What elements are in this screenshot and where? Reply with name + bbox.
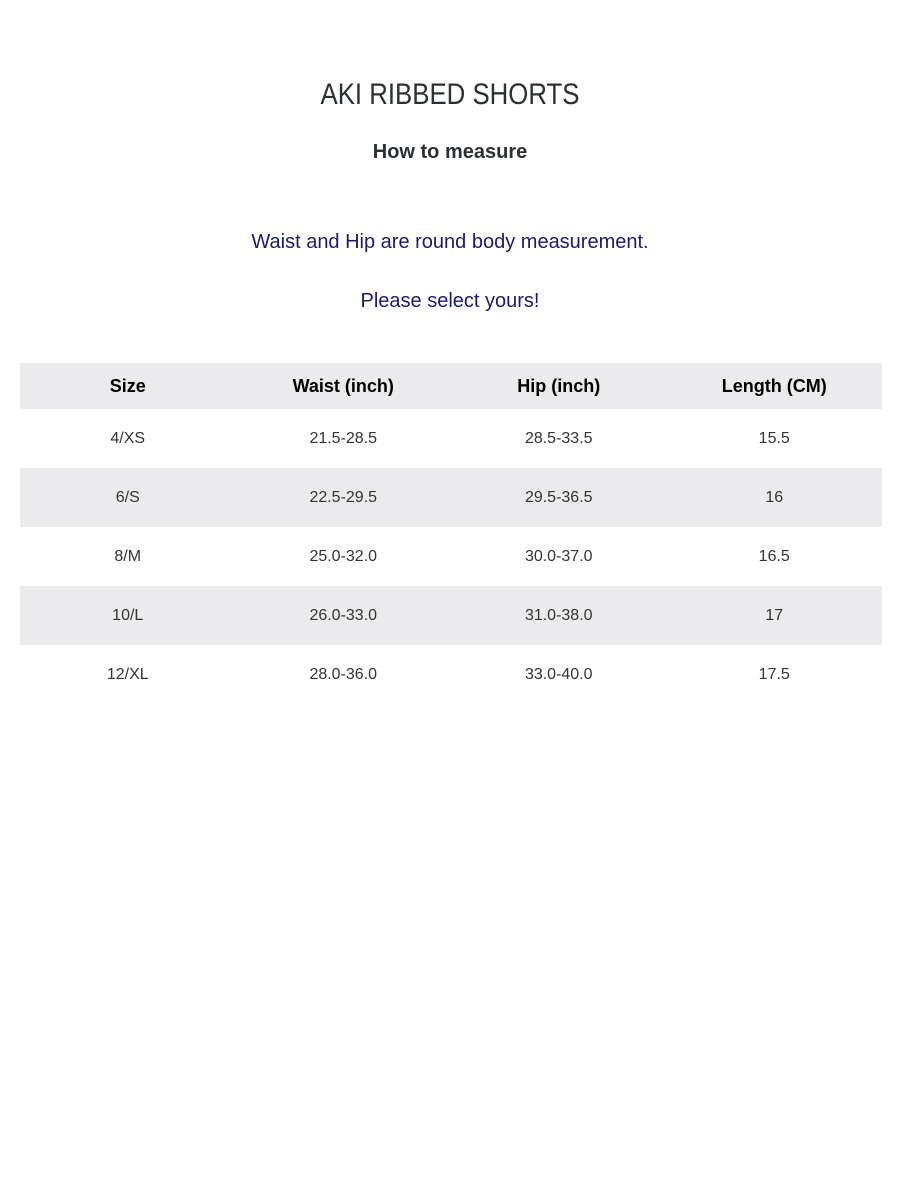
length-cell: 16.5 — [758, 547, 790, 565]
size-cell: 8/M — [114, 547, 142, 565]
waist-cell: 28.0-36.0 — [309, 665, 378, 683]
table-header-row — [20, 363, 882, 409]
length-cell: 17 — [667, 586, 883, 645]
column-header-hip: Hip (inch) — [451, 363, 667, 409]
waist-cell: 26.0-33.0 — [236, 586, 452, 645]
length-cell: 17.5 — [758, 665, 790, 683]
size-cell: 12/XL — [106, 665, 149, 683]
table-row — [20, 527, 882, 586]
table-row — [20, 468, 882, 527]
column-header-waist: Waist (inch) — [236, 363, 452, 409]
table-row — [20, 586, 882, 645]
size-cell: 4/XS — [110, 429, 146, 447]
length-cell: 15.5 — [758, 429, 790, 447]
table-row — [20, 409, 882, 468]
measurement-note: Waist and Hip are round body measurement. — [251, 231, 649, 253]
select-note: Please select yours! — [360, 290, 540, 312]
section-subtitle: How to measure — [372, 141, 528, 163]
size-chart-table — [20, 363, 882, 704]
column-header-size: Size — [20, 363, 236, 409]
column-header-length: Length (CM) — [667, 363, 883, 409]
waist-cell: 22.5-29.5 — [236, 468, 452, 527]
hip-cell: 29.5-36.5 — [451, 468, 667, 527]
hip-cell: 31.0-38.0 — [451, 586, 667, 645]
hip-cell: 30.0-37.0 — [524, 547, 593, 565]
hip-cell: 33.0-40.0 — [524, 665, 593, 683]
page-title: AKI RIBBED SHORTS — [320, 78, 580, 111]
waist-cell: 25.0-32.0 — [309, 547, 378, 565]
waist-cell: 21.5-28.5 — [309, 429, 378, 447]
length-cell: 16 — [667, 468, 883, 527]
size-cell: 10/L — [20, 586, 236, 645]
table-row — [20, 645, 882, 704]
hip-cell: 28.5-33.5 — [524, 429, 593, 447]
size-cell: 6/S — [20, 468, 236, 527]
